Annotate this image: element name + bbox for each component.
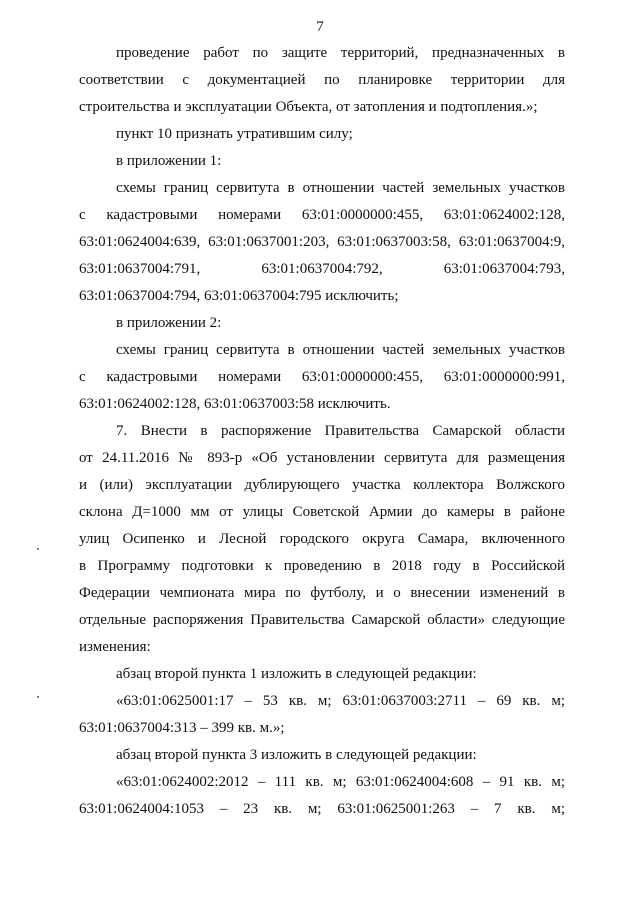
paragraph xyxy=(79,769,565,823)
text-line: Федерации чемпионата мира по футболу, и о внесении изменений в xyxy=(79,585,565,601)
paragraph xyxy=(79,337,565,418)
paragraph xyxy=(79,121,565,148)
paragraph xyxy=(79,742,565,769)
paragraph xyxy=(79,418,565,661)
text-line: 63:01:0637004:794, 63:01:0637004:795 исключить; xyxy=(79,288,399,304)
paragraph xyxy=(79,40,565,121)
text-line: в приложении 1: xyxy=(116,153,222,169)
text-line: схемы границ сервитута в отношении частей земельных участков xyxy=(116,180,565,196)
text-line: абзац второй пункта 1 изложить в следующей редакции: xyxy=(116,666,477,682)
paragraph xyxy=(79,175,565,310)
text-line: 63:01:0624002:128, 63:01:0637003:58 исключить. xyxy=(79,396,391,412)
paragraph xyxy=(79,148,565,175)
paragraph xyxy=(79,310,565,337)
text-line: 63:01:0624004:639, 63:01:0637001:203, 63:01:0637003:58, 63:01:0637004:9, xyxy=(79,234,565,250)
text-line: пункт 10 признать утратившим силу; xyxy=(116,126,353,142)
text-line: в Программу подготовки к проведению в 2018 году в Российской xyxy=(79,558,565,574)
text-line: в приложении 2: xyxy=(116,315,222,331)
text-line: улиц Осипенко и Лесной городского округа Самара, включенного xyxy=(79,531,565,547)
paragraph xyxy=(79,661,565,688)
text-line: с кадастровыми номерами 63:01:0000000:455, 63:01:0624002:128, xyxy=(79,207,565,223)
document-body xyxy=(79,40,565,823)
text-line: от 24.11.2016 № 893-р «Об установлении сервитута для размещения xyxy=(79,450,565,466)
margin-speck xyxy=(37,696,39,698)
page-number: 7 xyxy=(316,19,324,35)
text-line: склона Д=1000 мм от улицы Советской Армии до камеры в районе xyxy=(79,504,565,520)
text-line: 63:01:0624004:1053 – 23 кв. м; 63:01:0625001:263 – 7 кв. м; xyxy=(79,801,565,817)
text-line: и (или) эксплуатации дублирующего участка коллектора Волжского xyxy=(79,477,565,493)
margin-speck xyxy=(37,548,39,550)
text-line: соответствии с документацией по планировке территории для xyxy=(79,72,565,88)
text-line: строительства и эксплуатации Объекта, от затопления и подтопления.»; xyxy=(79,99,538,115)
text-line: проведение работ по защите территорий, предназначенных в xyxy=(116,45,565,61)
text-line: абзац второй пункта 3 изложить в следующей редакции: xyxy=(116,747,477,763)
text-line: отдельные распоряжения Правительства Самарской области» следующие xyxy=(79,612,565,628)
text-line: изменения: xyxy=(79,639,151,655)
text-line: «63:01:0625001:17 – 53 кв. м; 63:01:0637003:2711 – 69 кв. м; xyxy=(116,693,565,709)
text-line: 63:01:0637004:791, 63:01:0637004:792, 63:01:0637004:793, xyxy=(79,261,565,277)
text-line: «63:01:0624002:2012 – 111 кв. м; 63:01:0624004:608 – 91 кв. м; xyxy=(116,774,565,790)
text-line: с кадастровыми номерами 63:01:0000000:455, 63:01:0000000:991, xyxy=(79,369,565,385)
text-line: схемы границ сервитута в отношении частей земельных участков xyxy=(116,342,565,358)
text-line: 63:01:0637004:313 – 399 кв. м.»; xyxy=(79,720,285,736)
paragraph xyxy=(79,688,565,742)
text-line: 7. Внести в распоряжение Правительства Самарской области xyxy=(116,423,565,439)
